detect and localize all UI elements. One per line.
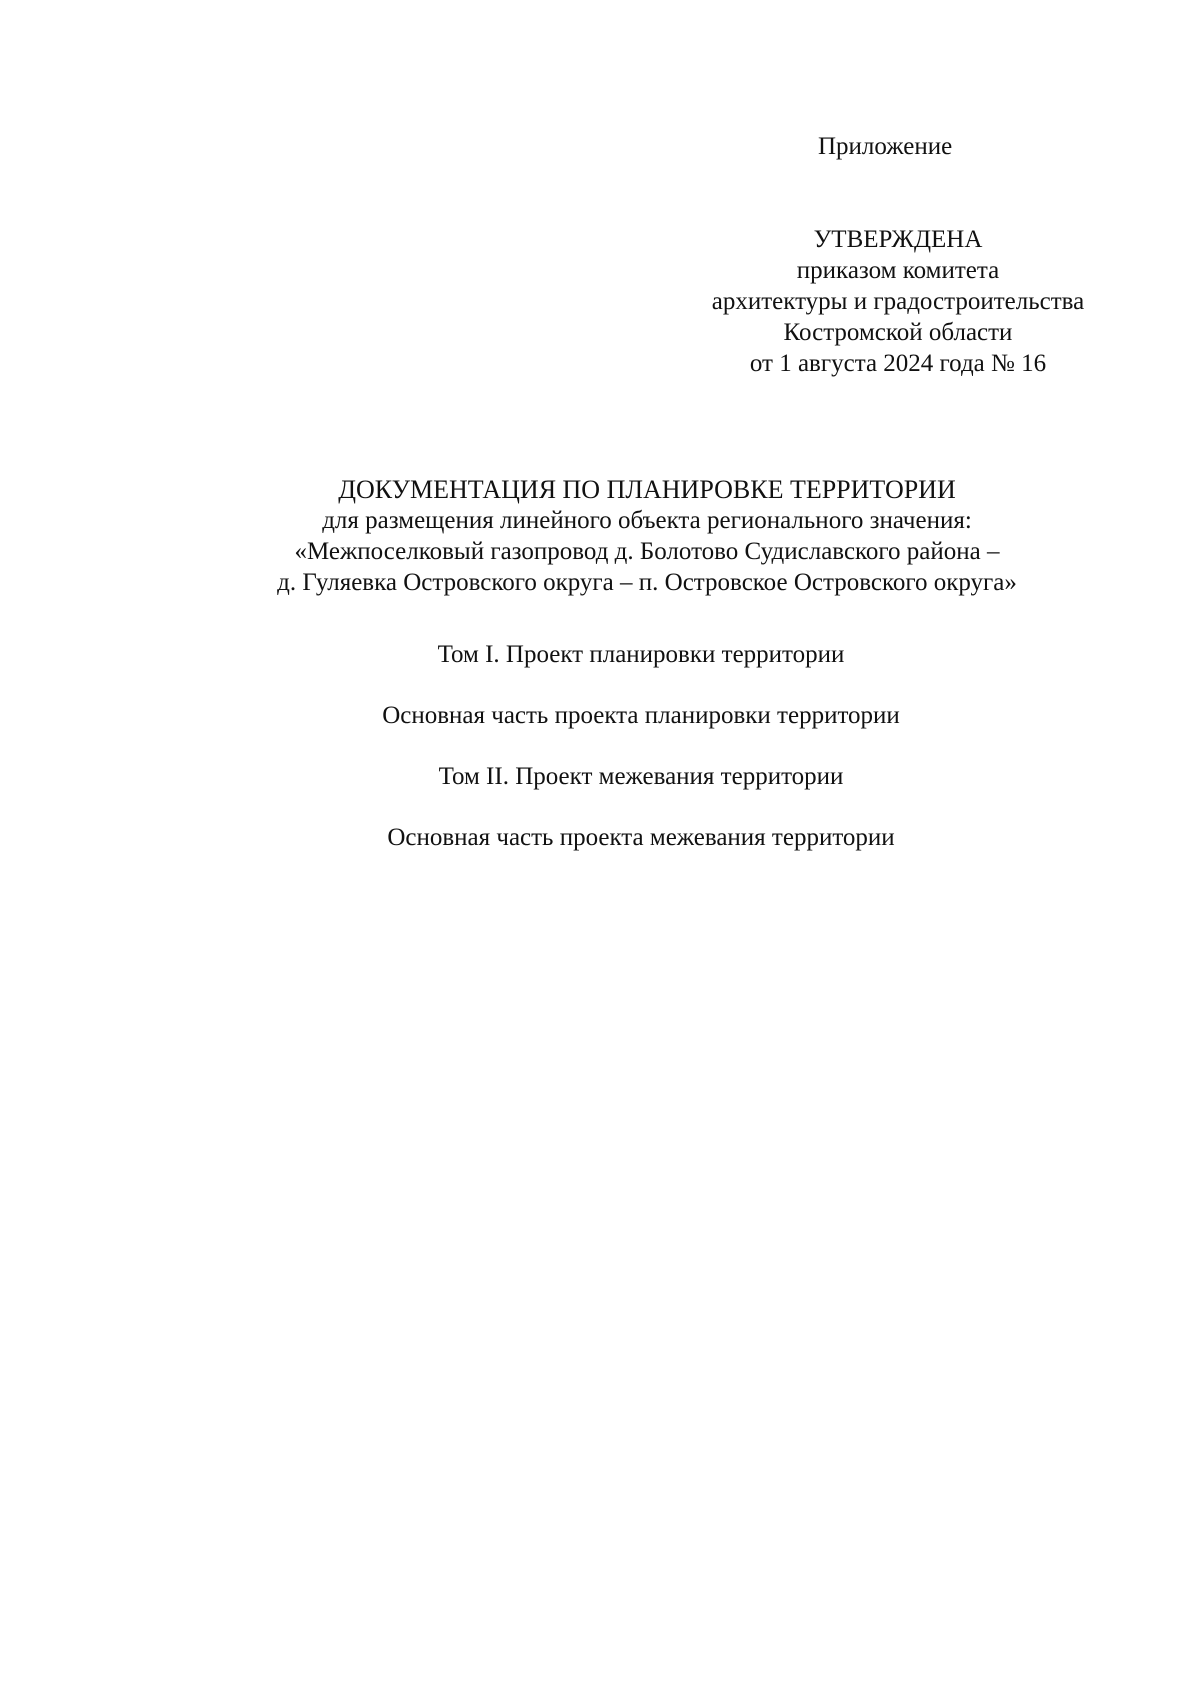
approval-heading: УТВЕРЖДЕНА (813, 226, 983, 253)
approval-line-order: приказом комитета (796, 257, 1000, 284)
section-volume-2: Том II. Проект межевания территории (438, 763, 844, 790)
approval-line-region: Костромской области (783, 319, 1013, 346)
document-subtitle-line3: д. Гуляевка Островского округа – п. Островское Островского округа» (277, 569, 1017, 596)
section-volume-2-main-part: Основная часть проекта межевания территории (387, 824, 895, 851)
document-title: ДОКУМЕНТАЦИЯ ПО ПЛАНИРОВКЕ ТЕРРИТОРИИ (338, 475, 956, 504)
section-volume-1-main-part: Основная часть проекта планировки территории (382, 702, 900, 729)
appendix-label: Приложение (818, 133, 953, 160)
document-subtitle-line1: для размещения линейного объекта регионального значения: (322, 507, 972, 534)
approval-line-date: от 1 августа 2024 года № 16 (749, 350, 1047, 377)
document-subtitle-line2: «Межпоселковый газопровод д. Болотово Судиславского района – (294, 538, 1000, 565)
approval-line-committee: архитектуры и градостроительства (711, 288, 1085, 315)
section-volume-1: Том I. Проект планировки территории (437, 641, 845, 668)
